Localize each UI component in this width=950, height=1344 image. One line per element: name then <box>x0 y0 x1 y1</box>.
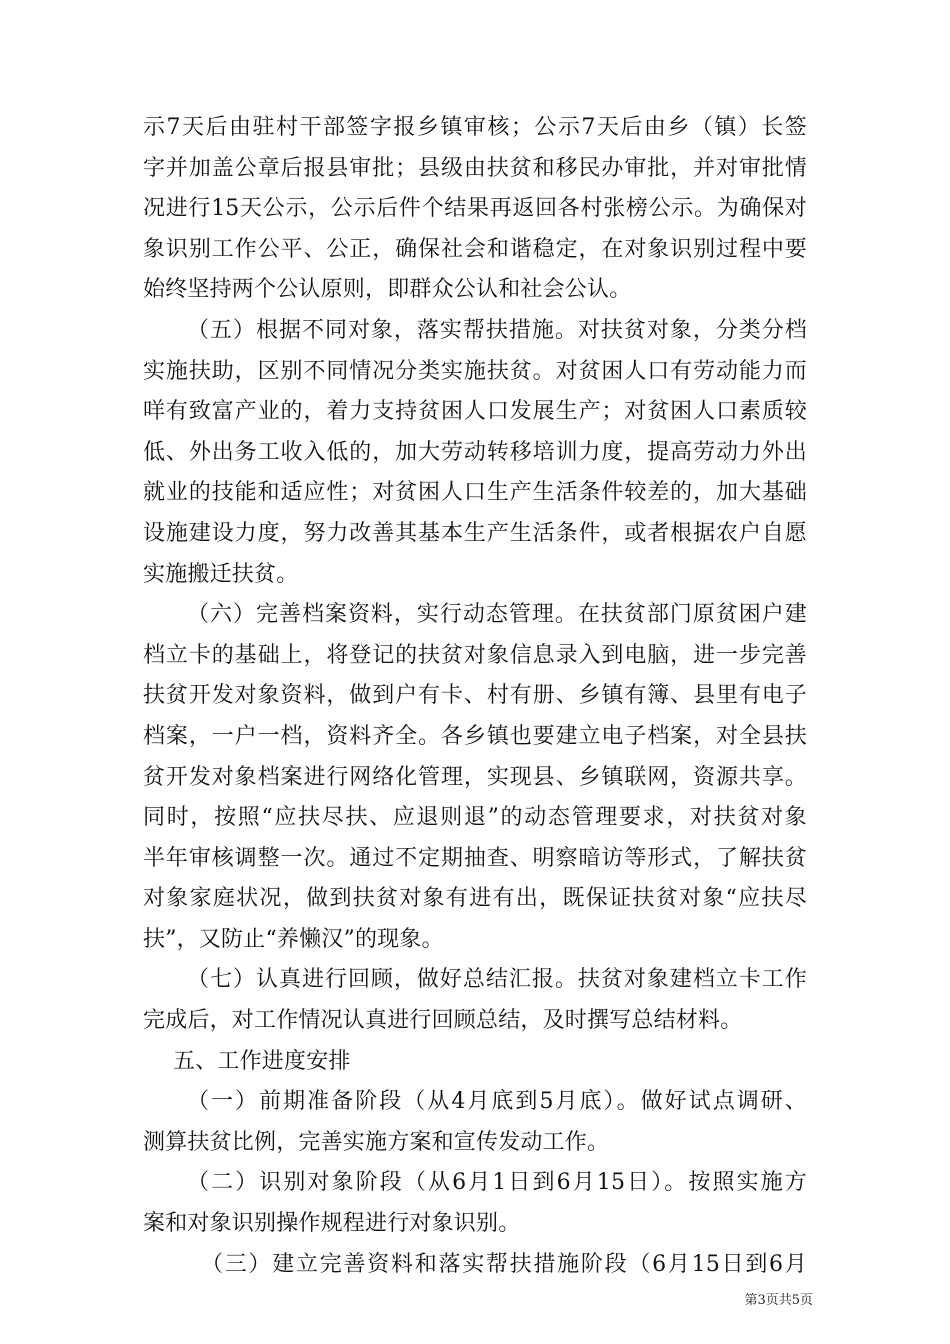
text-line: （六）完善档案资料，实行动态管理。在扶贫部门原贫困户建 <box>187 602 807 628</box>
text-line: 字并加盖公章后报县审批；县级由扶贫和移民办审批，并对审批情 <box>143 155 807 181</box>
text-line: 对象家庭状况，做到扶贫对象有进有出，既保证扶贫对象“应扶尽 <box>143 886 807 912</box>
text-line: （一）前期准备阶段（从4月底到5月底）。做好试点调研、 <box>187 1089 807 1115</box>
text-line: 完成后，对工作情况认真进行回顾总结，及时撰写总结材料。 <box>143 1008 743 1034</box>
page-number: 第3页共5页 <box>744 1293 813 1308</box>
text-line: 扶”，又防止“养懒汉”的现象。 <box>143 926 444 952</box>
text-line: 况进行15天公示，公示后件个结果再返回各村张榜公示。为确保对 <box>143 196 807 222</box>
text-line: （二）识别对象阶段（从6月1日到6月15日）。按照实施方 <box>187 1170 807 1196</box>
text-line: 象识别工作公平、公正，确保社会和谐稳定，在对象识别过程中要 <box>143 236 807 262</box>
text-line: （五）根据不同对象，落实帮扶措施。对扶贫对象，分类分档 <box>187 317 807 343</box>
text-line: 实施扶助，区别不同情况分类实施扶贫。对贫困人口有劳动能力而 <box>143 358 807 384</box>
text-line: 同时，按照“应扶尽扶、应退则退”的动态管理要求，对扶贫对象 <box>143 805 807 831</box>
text-line: 低、外出务工收入低的，加大劳动转移培训力度，提高劳动力外出 <box>143 439 807 465</box>
text-line: 五、工作进度安排 <box>173 1048 351 1074</box>
text-line: 咩有致富产业的，着力支持贫困人口发展生产；对贫困人口素质较 <box>143 399 807 425</box>
document-body <box>143 108 807 1285</box>
text-line: 半年审核调整一次。通过不定期抽查、明察暗访等形式，了解扶贫 <box>143 845 807 871</box>
text-line: （三）建立完善资料和落实帮扶措施阶段（6月15日到6月 <box>201 1251 807 1277</box>
text-line: 始终坚持两个公认原则，即群众公认和社会公认。 <box>143 277 632 303</box>
text-line: （七）认真进行回顾，做好总结汇报。扶贫对象建档立卡工作 <box>187 967 807 993</box>
text-line: 示7天后由驻村干部签字报乡镇审核；公示7天后由乡（镇）长签 <box>143 115 807 140</box>
text-line: 贫开发对象档案进行网络化管理，实现县、乡镇联网，资源共享。 <box>143 764 807 790</box>
text-line: 测算扶贫比例，完善实施方案和宣传发动工作。 <box>143 1129 610 1155</box>
text-line: 设施建设力度，努力改善其基本生产生活条件，或者根据农户自愿 <box>143 520 807 546</box>
text-line: 实施搬迁扶贫。 <box>143 561 299 587</box>
text-line: 扶贫开发对象资料，做到户有卡、村有册、乡镇有簿、县里有电子 <box>143 683 807 709</box>
text-line: 案和对象识别操作规程进行对象识别。 <box>143 1211 521 1237</box>
text-line: 档案，一户一档，资料齐全。各乡镇也要建立电子档案，对全县扶 <box>143 723 807 749</box>
text-line: 档立卡的基础上，将登记的扶贫对象信息录入到电脑，进一步完善 <box>143 642 807 668</box>
text-line: 就业的技能和适应性；对贫困人口生产生活条件较差的，加大基础 <box>143 480 807 506</box>
